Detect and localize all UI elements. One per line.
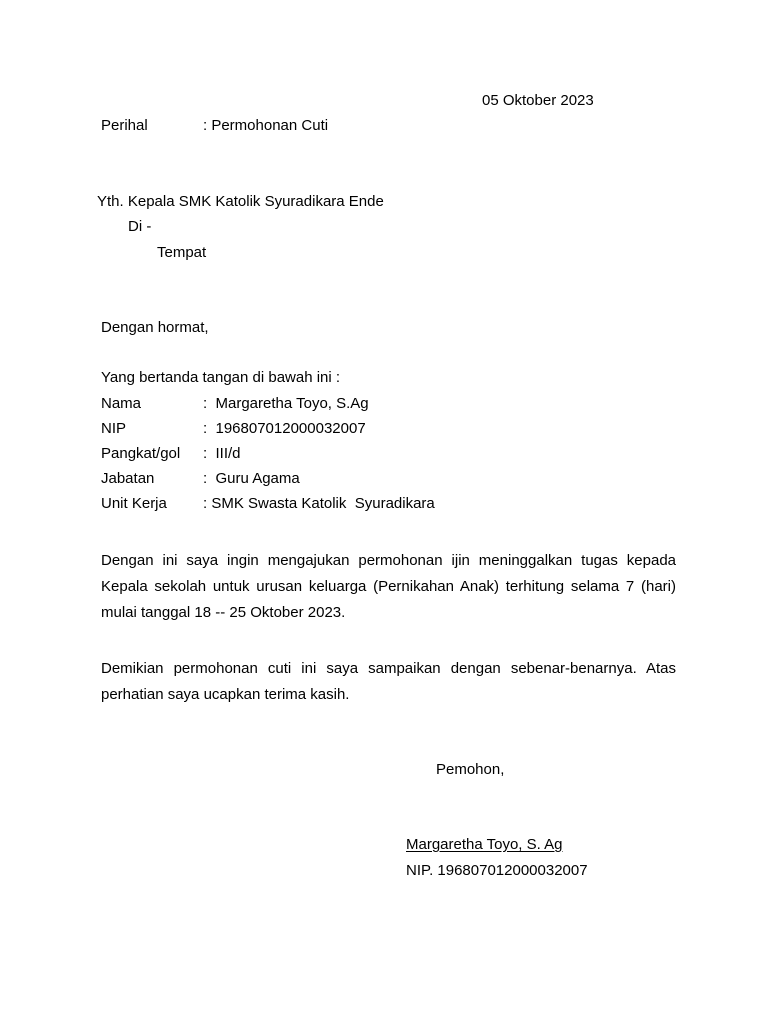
signature-nip: NIP. 196807012000032007 bbox=[406, 862, 588, 879]
salutation: Dengan hormat, bbox=[101, 319, 209, 336]
identity-label-nama: Nama bbox=[101, 395, 142, 412]
body-paragraph: Dengan ini saya ingin mengajukan permohonan ijin meninggalkan tugas kepada Kepala sekolah untuk urusan keluarga (Pernikahan Anak) terhitung selama 7 (hari) mulai tanggal 18 -- 25 Oktober 2023. bbox=[101, 552, 676, 621]
identity-label-jabatan: Jabatan bbox=[101, 470, 155, 487]
identity-label-nip: NIP bbox=[101, 420, 127, 437]
recipient-line-2: Di - bbox=[128, 218, 152, 235]
identity-label-unit-kerja: Unit Kerja bbox=[101, 495, 167, 512]
identity-value-jabatan: : Guru Agama bbox=[203, 470, 300, 487]
identity-value-pangkat: : III/d bbox=[203, 445, 241, 462]
recipient-line-1: Yth. Kepala SMK Katolik Syuradikara Ende bbox=[97, 193, 384, 210]
recipient-line-3: Tempat bbox=[157, 244, 207, 261]
subject-label: Perihal bbox=[101, 117, 148, 134]
identity-value-nama: : Margaretha Toyo, S.Ag bbox=[203, 395, 369, 412]
identity-value-nip: : 196807012000032007 bbox=[203, 420, 366, 437]
subject-value: : Permohonan Cuti bbox=[203, 117, 329, 134]
closing-paragraph: Demikian permohonan cuti ini saya sampaikan dengan sebenar-benarnya. Atas perhatian saya ucapkan terima kasih. bbox=[101, 660, 676, 703]
signature-name: Margaretha Toyo, S. Ag bbox=[406, 836, 563, 853]
identity-value-unit-kerja: : SMK Swasta Katolik Syuradikara bbox=[203, 495, 435, 512]
intro-line: Yang bertanda tangan di bawah ini : bbox=[101, 369, 341, 386]
identity-label-pangkat: Pangkat/gol bbox=[101, 445, 181, 462]
letter-date: 05 Oktober 2023 bbox=[482, 92, 594, 109]
signature-title: Pemohon, bbox=[436, 761, 505, 778]
